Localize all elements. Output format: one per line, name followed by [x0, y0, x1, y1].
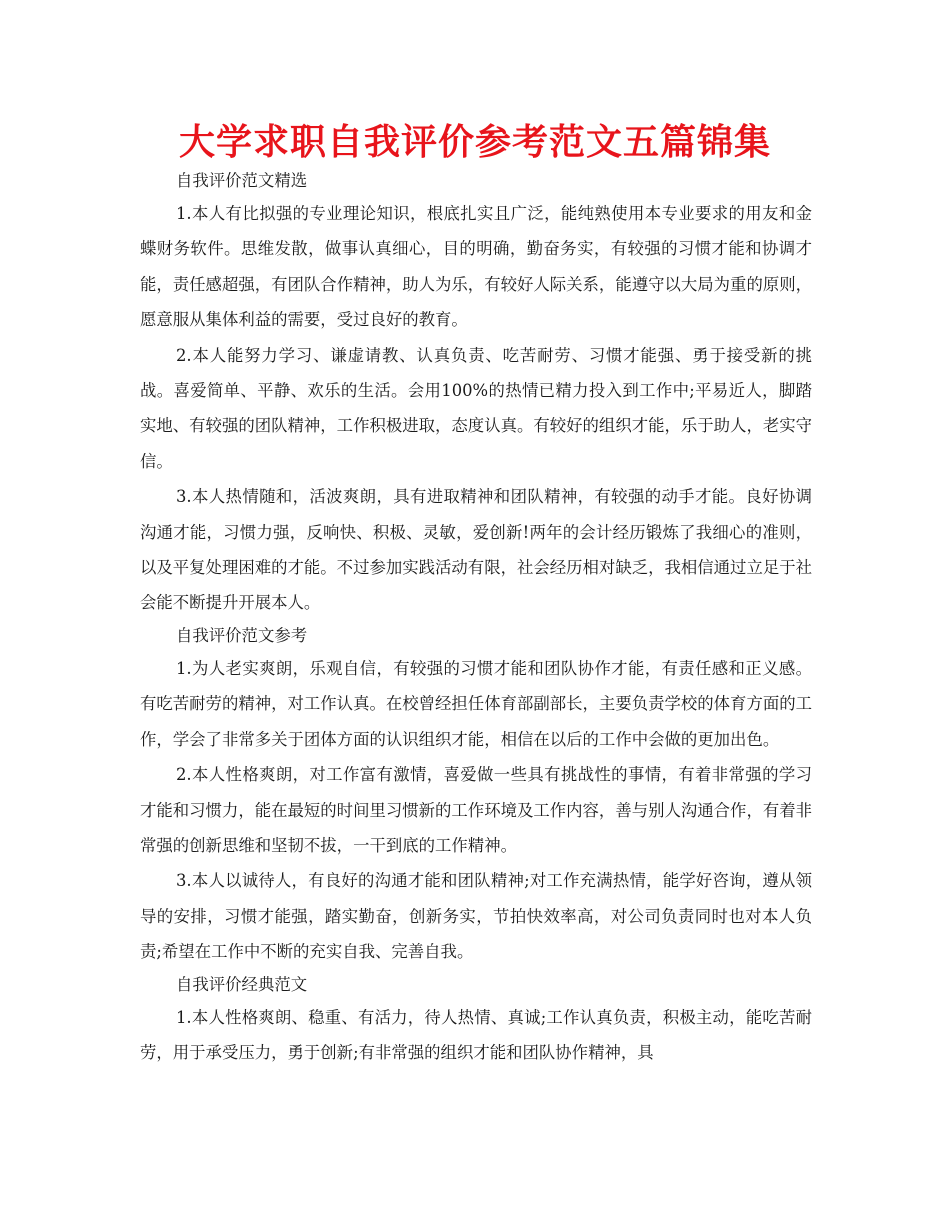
- paragraph: 3.本人热情随和，活波爽朗，具有进取精神和团队精神，有较强的动手才能。良好协调沟通才能，习惯力强，反响快、积极、灵敏，爱创新!两年的会计经历锻炼了我细心的准则，以及平复处理困难的才能。不过参加实践活动有限，社会经历相对缺乏，我相信通过立足于社会能不断提升开展本人。: [140, 487, 813, 613]
- paragraph: 1.为人老实爽朗，乐观自信，有较强的习惯才能和团队协作才能，有责任感和正义感。有吃苦耐劳的精神，对工作认真。在校曾经担任体育部副部长，主要负责学校的体育方面的工作，学会了非常多关于团体方面的认识组织才能，相信在以后的工作中会做的更加出色。: [140, 658, 813, 749]
- section-reference: [140, 621, 812, 970]
- section-heading: 自我评价范文参考: [176, 625, 308, 645]
- section-heading: 自我评价经典范文: [176, 974, 308, 994]
- paragraph: 3.本人以诚待人，有良好的沟通才能和团队精神;对工作充满热情，能学好咨询，遵从领导的安排，习惯才能强，踏实勤奋，创新务实，节拍快效率高，对公司负责同时也对本人负责;希望在工作中不断的充实自我、完善自我。: [140, 871, 812, 962]
- paragraph: 1.本人性格爽朗、稳重、有活力，待人热情、真诚;工作认真负责，积极主动，能吃苦耐劳，用于承受压力，勇于创新;有非常强的组织才能和团队协作精神，具: [140, 1007, 812, 1062]
- section-classic: [140, 970, 812, 1071]
- paragraph: 2.本人性格爽朗，对工作富有激情，喜爱做一些具有挑战性的事情，有着非常强的学习才能和习惯力，能在最短的时间里习惯新的工作环境及工作内容，善与别人沟通合作，有着非常强的创新思维和坚韧不拔，一干到底的工作精神。: [140, 765, 813, 855]
- section-selected: [140, 166, 812, 621]
- paragraph: 1.本人有比拟强的专业理论知识，根底扎实且广泛，能纯熟使用本专业要求的用友和金蝶财务软件。思维发散，做事认真细心，目的明确，勤奋务实，有较强的习惯才能和协调才能，责任感超强，有团队合作精神，助人为乐，有较好人际关系，能遵守以大局为重的原则，愿意服从集体利益的需要，受过良好的教育。: [140, 204, 813, 330]
- paragraph: 2.本人能努力学习、谦虚请教、认真负责、吃苦耐劳、习惯才能强、勇于接受新的挑战。喜爱简单、平静、欢乐的生活。会用100%的热情已精力投入到工作中;平易近人，脚踏实地、有较强的团队精神，工作积极进取，态度认真。有较好的组织才能，乐于助人，老实守信。: [140, 345, 813, 471]
- section-heading: 自我评价范文精选: [176, 171, 308, 190]
- document-title: 大学求职自我评价参考范文五篇锦集: [178, 122, 771, 163]
- document-body: [140, 166, 812, 1070]
